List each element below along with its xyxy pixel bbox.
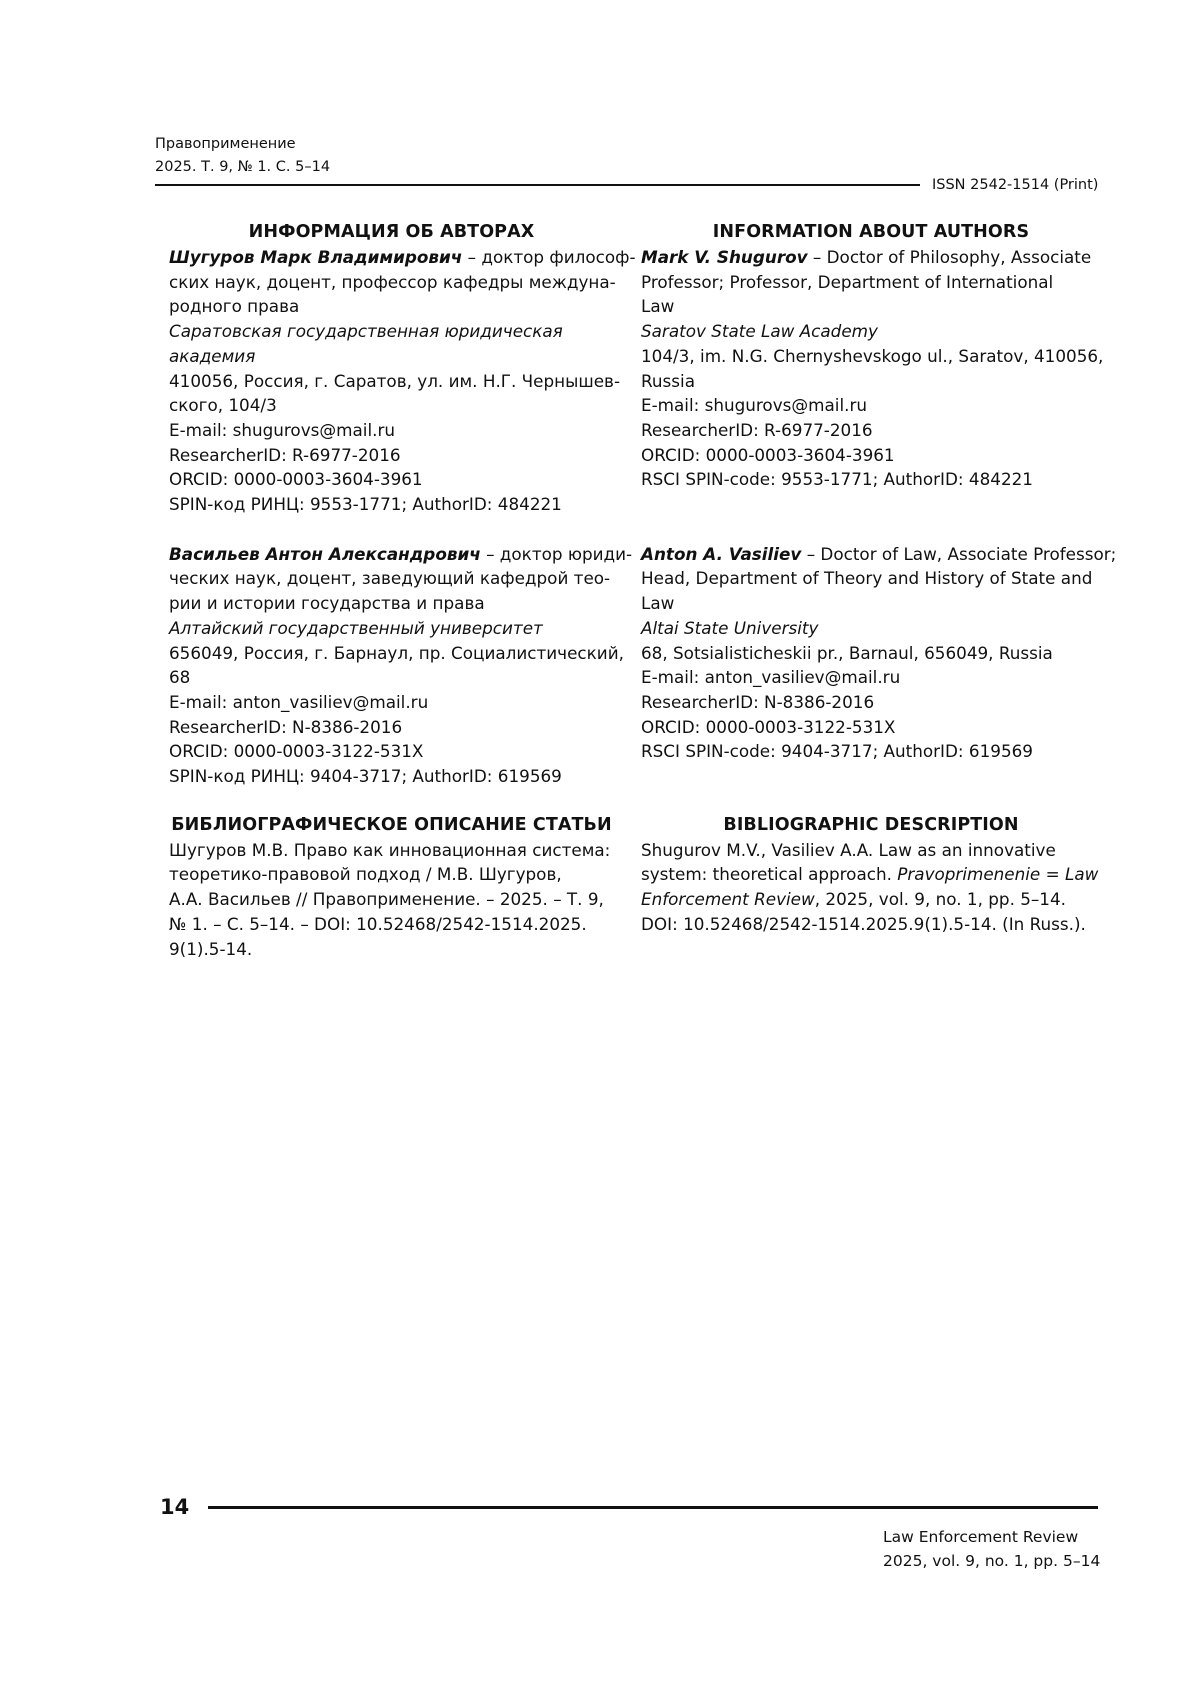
author-organization: Saratov State Law Academy (641, 321, 878, 342)
author-organization: академия (169, 345, 256, 366)
author-organization: Саратовская государственная юридическая (169, 321, 563, 342)
author-researcher-id: ResearcherID: N-8386-2016 (169, 716, 403, 737)
author-researcher-id: ResearcherID: R-6977-2016 (641, 419, 873, 440)
biblio-text: , 2025, vol. 9, no. 1, pp. 5–14. (814, 889, 1066, 910)
author-2-ru (169, 542, 633, 789)
biblio-line: Shugurov M.V., Vasiliev A.A. Law as an innovative (641, 839, 1056, 860)
author-address: 104/3, im. N.G. Chernyshevskogo ul., Saratov, 410056, (641, 345, 1104, 366)
author-address: Russia (641, 370, 695, 391)
author-desc: – доктор юриди- (480, 543, 633, 564)
author-1-en (641, 245, 1104, 492)
biblio-line: Шугуров М.В. Право как инновационная система: (169, 839, 611, 860)
author-spin: SPIN-код РИНЦ: 9404-3717; AuthorID: 619569 (169, 766, 562, 787)
author-address: 68 (169, 667, 191, 688)
biblio-heading-en: BIBLIOGRAPHIC DESCRIPTION (723, 814, 1019, 835)
author-desc: Law (641, 593, 675, 614)
biblio-heading-ru: БИБЛИОГРАФИЧЕСКОЕ ОПИСАНИЕ СТАТЬИ (171, 814, 612, 835)
author-address: ского, 104/3 (169, 395, 277, 416)
journal-title-en: Law Enforcement Review (883, 1528, 1079, 1546)
author-researcher-id: ResearcherID: N-8386-2016 (641, 691, 875, 712)
author-desc: ских наук, доцент, профессор кафедры междуна- (169, 271, 616, 292)
author-1-ru (169, 245, 636, 517)
author-2-en (641, 542, 1117, 764)
issue-info-en: 2025, vol. 9, no. 1, pp. 5–14 (883, 1551, 1101, 1570)
author-organization: Алтайский государственный университет (169, 617, 543, 638)
author-spin: RSCI SPIN-code: 9553-1771; AuthorID: 484221 (641, 469, 1033, 490)
author-desc: ческих наук, доцент, заведующий кафедрой тео- (169, 568, 611, 589)
biblio-line: А.А. Васильев // Правоприменение. – 2025. – Т. 9, (169, 889, 604, 910)
author-name: Шугуров Марк Владимирович (169, 247, 463, 267)
author-address: 656049, Россия, г. Барнаул, пр. Социалистический, (169, 642, 624, 663)
author-address: 68, Sotsialisticheskii pr., Barnaul, 656049, Russia (641, 642, 1053, 663)
english-column (641, 220, 1117, 937)
author-researcher-id: ResearcherID: R-6977-2016 (169, 444, 401, 465)
authors-heading-en: INFORMATION ABOUT AUTHORS (712, 222, 1030, 242)
biblio-line: теоретико-правовой подход / М.В. Шугуров, (169, 864, 562, 885)
footer-rule (208, 1506, 1098, 1509)
issue-info-ru: 2025. Т. 9, № 1. С. 5–14 (155, 159, 331, 175)
journal-title-ru: Правоприменение (155, 136, 296, 152)
biblio-line: DOI: 10.52468/2542-1514.2025.9(1).5-14. (In Russ.). (641, 913, 1086, 934)
author-email: E-mail: anton_vasiliev@mail.ru (641, 667, 901, 688)
author-orcid: ORCID: 0000-0003-3122-531X (641, 716, 896, 737)
author-orcid: ORCID: 0000-0003-3122-531X (169, 741, 424, 762)
biblio-text: system: theoretical approach. (641, 864, 898, 885)
author-desc: Law (641, 296, 675, 317)
author-orcid: ORCID: 0000-0003-3604-3961 (641, 444, 895, 465)
author-orcid: ORCID: 0000-0003-3604-3961 (169, 469, 423, 490)
author-desc: – Doctor of Philosophy, Associate (807, 247, 1092, 267)
header-rule (155, 184, 920, 186)
author-desc: рии и истории государства и права (169, 593, 485, 614)
biblio-journal: Pravoprimenenie = Law (897, 864, 1099, 885)
author-desc: – доктор философ- (462, 247, 636, 267)
biblio-ru (169, 838, 614, 962)
author-email: E-mail: shugurovs@mail.ru (169, 419, 395, 440)
author-name: Mark V. Shugurov (641, 247, 808, 267)
biblio-line: № 1. – С. 5–14. – DOI: 10.52468/2542-1514.2025. (169, 913, 587, 934)
author-address: 410056, Россия, г. Саратов, ул. им. Н.Г. Чернышев- (169, 370, 621, 391)
biblio-line: 9(1).5-14. (169, 938, 253, 959)
biblio-journal: Enforcement Review (641, 889, 815, 910)
author-name: Васильев Антон Александрович (169, 543, 481, 564)
author-desc: родного права (169, 296, 300, 317)
author-desc: Head, Department of Theory and History of State and (641, 568, 1093, 589)
biblio-en (641, 838, 1101, 937)
author-desc: Professor; Professor, Department of International (641, 271, 1054, 292)
author-spin: RSCI SPIN-code: 9404-3717; AuthorID: 619569 (641, 741, 1033, 762)
running-footer (883, 1526, 1100, 1573)
authors-heading-ru: ИНФОРМАЦИЯ ОБ АВТОРАХ (248, 222, 535, 242)
running-header-left (155, 133, 330, 179)
author-desc: – Doctor of Law, Associate Professor; (801, 543, 1117, 564)
author-name: Anton A. Vasiliev (641, 543, 802, 564)
author-spin: SPIN-код РИНЦ: 9553-1771; AuthorID: 484221 (169, 494, 562, 515)
page-number: 14 (160, 1495, 190, 1519)
issn-label: ISSN 2542-1514 (Print) (932, 177, 1099, 193)
russian-column (169, 220, 636, 961)
author-email: E-mail: anton_vasiliev@mail.ru (169, 691, 429, 712)
author-email: E-mail: shugurovs@mail.ru (641, 395, 867, 416)
author-organization: Altai State University (641, 617, 819, 638)
